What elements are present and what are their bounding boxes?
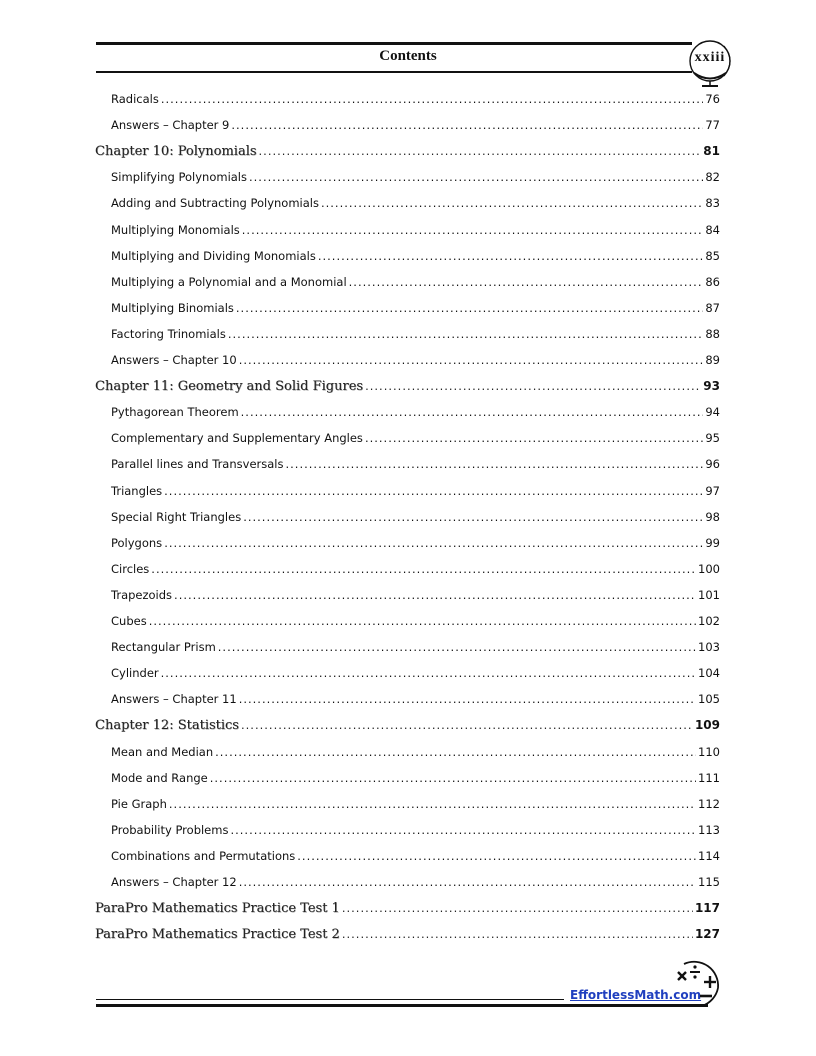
toc-section-entry[interactable] xyxy=(111,849,720,869)
dot-leader xyxy=(149,614,696,628)
toc-entry-title: Trapezoids xyxy=(111,588,173,602)
dot-leader xyxy=(239,875,696,889)
toc-entry-title: Factoring Trinomials xyxy=(111,327,226,341)
dot-leader xyxy=(151,562,696,576)
dot-leader xyxy=(215,745,696,759)
toc-section-entry[interactable] xyxy=(111,327,720,347)
toc-chapter-entry[interactable] xyxy=(95,144,720,164)
dot-leader xyxy=(342,901,693,915)
page-title: Contents xyxy=(379,48,437,64)
header-rule-bottom xyxy=(96,71,692,73)
dot-leader xyxy=(239,692,696,706)
dot-leader xyxy=(241,405,704,419)
dot-leader xyxy=(161,92,704,106)
toc-entry-title: Mode and Range xyxy=(111,771,208,785)
toc-section-entry[interactable] xyxy=(111,484,720,504)
toc-page-number: 89 xyxy=(705,353,720,367)
toc-section-entry[interactable] xyxy=(111,118,720,138)
toc-entry-title: Pythagorean Theorem xyxy=(111,405,239,419)
toc-entry-title: Multiplying Monomials xyxy=(111,223,240,237)
toc-page-number: 87 xyxy=(705,301,720,315)
toc-chapter-entry[interactable] xyxy=(95,927,720,947)
toc-entry-title: Adding and Subtracting Polynomials xyxy=(111,196,319,210)
toc-page-number: 112 xyxy=(698,797,720,811)
dot-leader xyxy=(210,771,696,785)
toc-section-entry[interactable] xyxy=(111,745,720,765)
dot-leader xyxy=(321,196,703,210)
toc-page-number: 88 xyxy=(705,327,720,341)
toc-page-number: 103 xyxy=(698,640,720,654)
toc-chapter-entry[interactable] xyxy=(95,379,720,399)
toc-page-number: 96 xyxy=(705,457,720,471)
toc-page-number: 76 xyxy=(705,92,720,106)
toc-entry-title: Complementary and Supplementary Angles xyxy=(111,431,363,445)
toc-entry-title: Radicals xyxy=(111,92,159,106)
toc-page-number: 117 xyxy=(694,901,720,915)
toc-page-number: 95 xyxy=(705,431,720,445)
toc-section-entry[interactable] xyxy=(111,196,720,216)
toc-section-entry[interactable] xyxy=(111,249,720,269)
toc-entry-title: Rectangular Prism xyxy=(111,640,216,654)
toc-section-entry[interactable] xyxy=(111,562,720,582)
dot-leader xyxy=(249,170,703,184)
toc-section-entry[interactable] xyxy=(111,875,720,895)
toc-page-number: 86 xyxy=(705,275,720,289)
toc-entry-title: Chapter 11: Geometry and Solid Figures xyxy=(95,379,364,394)
toc-page-number: 102 xyxy=(698,614,720,628)
dot-leader xyxy=(342,927,693,941)
toc-entry-title: Pie Graph xyxy=(111,797,167,811)
toc-section-entry[interactable] xyxy=(111,431,720,451)
toc-page-number: 127 xyxy=(694,927,720,941)
toc-page-number: 109 xyxy=(694,718,720,732)
toc-entry-title: Mean and Median xyxy=(111,745,214,759)
toc-section-entry[interactable] xyxy=(111,510,720,530)
toc-entry-title: Special Right Triangles xyxy=(111,510,242,524)
toc-chapter-entry[interactable] xyxy=(95,718,720,738)
toc-page-number: 99 xyxy=(705,536,720,550)
dot-leader xyxy=(169,797,696,811)
toc-entry-title: Chapter 12: Statistics xyxy=(95,718,239,733)
toc-page-number: 105 xyxy=(698,692,720,706)
toc-page-number: 98 xyxy=(705,510,720,524)
footer-rule-thick xyxy=(96,1004,708,1007)
effortless-math-link[interactable]: EffortlessMath.com xyxy=(570,988,702,1002)
toc-section-entry[interactable] xyxy=(111,223,720,243)
toc-entry-title: Triangles xyxy=(111,484,163,498)
dot-leader xyxy=(164,536,703,550)
toc-page-number: 110 xyxy=(698,745,720,759)
toc-page-number: 100 xyxy=(698,562,720,576)
toc-page-number: 104 xyxy=(698,666,720,680)
page-number: xxiii xyxy=(694,50,726,65)
dot-leader xyxy=(365,431,703,445)
toc-section-entry[interactable] xyxy=(111,666,720,686)
toc-page-number: 97 xyxy=(705,484,720,498)
toc-chapter-entry[interactable] xyxy=(95,901,720,921)
dot-leader xyxy=(259,144,702,158)
toc-page-number: 115 xyxy=(698,875,720,889)
toc-entry-title: Cylinder xyxy=(111,666,159,680)
footer-rule-thin xyxy=(96,999,564,1000)
dot-leader xyxy=(285,457,703,471)
toc-section-entry[interactable] xyxy=(111,797,720,817)
toc-page-number: 111 xyxy=(698,771,720,785)
toc-page-number: 84 xyxy=(705,223,720,237)
toc-entry-title: Multiplying a Polynomial and a Monomial xyxy=(111,275,347,289)
dot-leader xyxy=(349,275,704,289)
toc-section-entry[interactable] xyxy=(111,457,720,477)
dot-leader xyxy=(218,640,696,654)
toc-entry-title: Probability Problems xyxy=(111,823,229,837)
toc-page-number: 82 xyxy=(705,170,720,184)
toc-page-number: 85 xyxy=(705,249,720,263)
toc-entry-title: Multiplying Binomials xyxy=(111,301,234,315)
toc-entry-title: Combinations and Permutations xyxy=(111,849,296,863)
header-rule-top xyxy=(96,42,692,45)
toc-page-number: 83 xyxy=(705,196,720,210)
dot-leader xyxy=(230,823,696,837)
dot-leader xyxy=(228,327,704,341)
toc-entry-title: Answers – Chapter 12 xyxy=(111,875,237,889)
dot-leader xyxy=(239,353,704,367)
toc-section-entry[interactable] xyxy=(111,405,720,425)
toc-section-entry[interactable] xyxy=(111,275,720,295)
toc-page-number: 93 xyxy=(703,379,720,393)
toc-entry-title: ParaPro Mathematics Practice Test 1 xyxy=(95,901,340,916)
dot-leader xyxy=(297,849,696,863)
toc-entry-title: Simplifying Polynomials xyxy=(111,170,247,184)
dot-leader xyxy=(318,249,704,263)
toc-page-number: 94 xyxy=(705,405,720,419)
toc-page-number: 77 xyxy=(705,118,720,132)
toc-section-entry[interactable] xyxy=(111,823,720,843)
dot-leader xyxy=(161,666,696,680)
toc-entry-title: Multiplying and Dividing Monomials xyxy=(111,249,316,263)
dot-leader xyxy=(243,510,703,524)
toc-section-entry[interactable] xyxy=(111,692,720,712)
toc-section-entry[interactable] xyxy=(111,614,720,634)
toc-page-number: 114 xyxy=(698,849,720,863)
toc-page-number: 81 xyxy=(703,144,720,158)
toc-section-entry[interactable] xyxy=(111,170,720,190)
toc-entry-title: Chapter 10: Polynomials xyxy=(95,144,257,159)
toc-section-entry[interactable] xyxy=(111,536,720,556)
toc-section-entry[interactable] xyxy=(111,301,720,321)
dot-leader xyxy=(174,588,696,602)
dot-leader xyxy=(164,484,703,498)
toc-entry-title: Answers – Chapter 10 xyxy=(111,353,237,367)
toc-page-number: 101 xyxy=(698,588,720,602)
toc-entry-title: Answers – Chapter 11 xyxy=(111,692,237,706)
toc-entry-title: ParaPro Mathematics Practice Test 2 xyxy=(95,927,340,942)
toc-entry-title: Answers – Chapter 9 xyxy=(111,118,230,132)
toc-page-number: 113 xyxy=(698,823,720,837)
dot-leader xyxy=(241,718,693,732)
toc-section-entry[interactable] xyxy=(111,588,720,608)
toc-entry-title: Circles xyxy=(111,562,150,576)
toc-entry-title: Parallel lines and Transversals xyxy=(111,457,284,471)
toc-entry-title: Cubes xyxy=(111,614,147,628)
toc-section-entry[interactable] xyxy=(111,353,720,373)
dot-leader xyxy=(236,301,703,315)
dot-leader xyxy=(365,379,701,393)
math-symbols-icon xyxy=(670,958,722,1008)
dot-leader xyxy=(231,118,703,132)
dot-leader xyxy=(242,223,704,237)
toc-section-entry[interactable] xyxy=(111,771,720,791)
toc-section-entry[interactable] xyxy=(111,640,720,660)
toc-entry-title: Polygons xyxy=(111,536,163,550)
toc-section-entry[interactable] xyxy=(111,92,720,112)
